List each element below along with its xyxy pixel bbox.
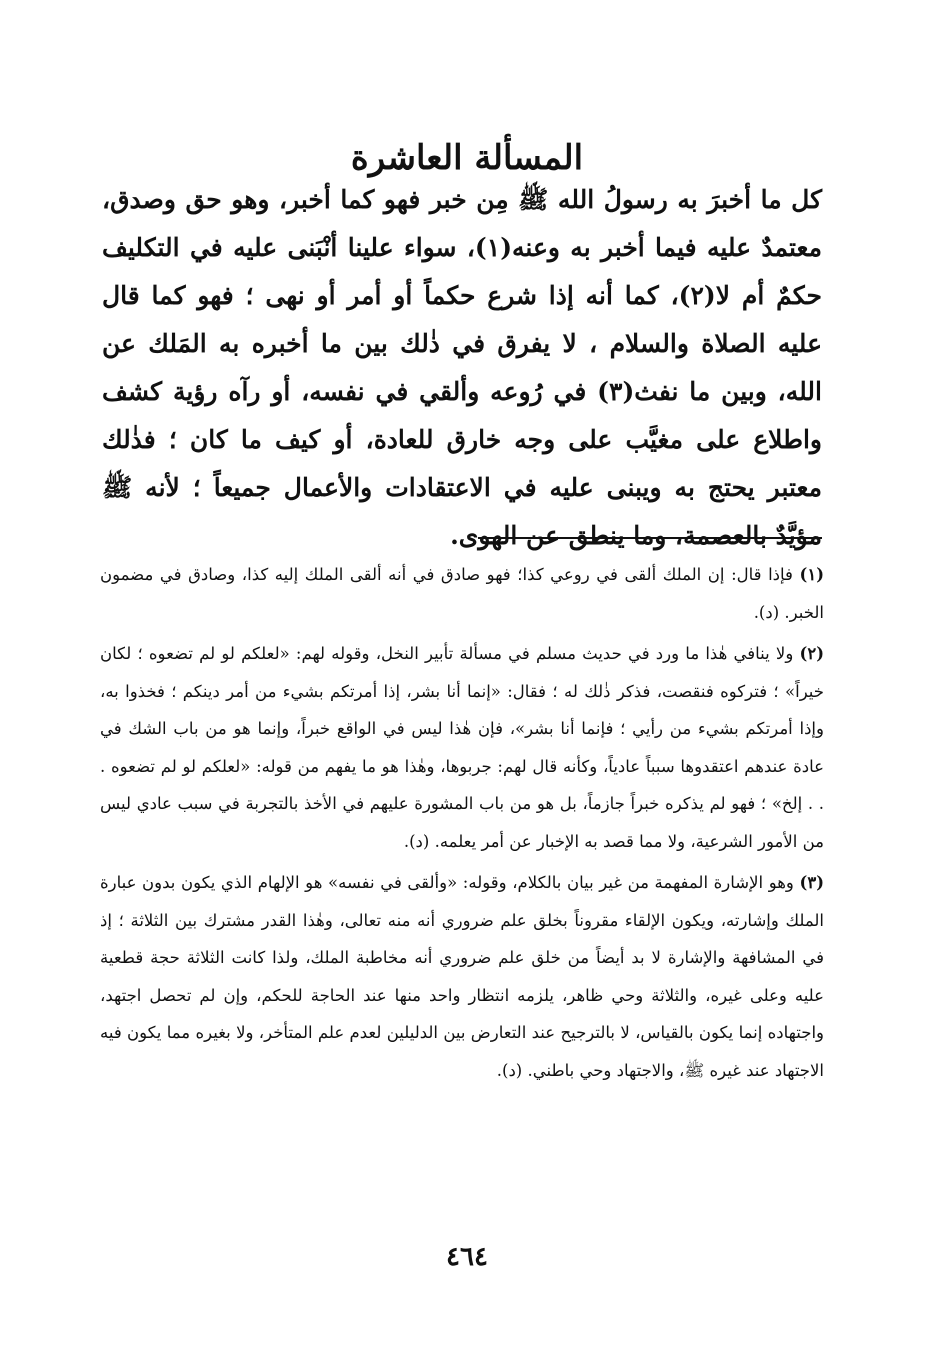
footnotes-section — [100, 556, 824, 1089]
footnote-2 — [100, 635, 824, 860]
footnote-1 — [100, 556, 824, 631]
footnote-text: فإذا قال: إن الملك ألقى في روعي كذا؛ فهو صادق في أنه ألقى الملك إليه كذا، وصادق في مضمون الخبر. (د). — [100, 565, 824, 622]
page-number: ٤٦٤ — [446, 1242, 488, 1272]
footnote-number: (٣) — [799, 873, 824, 892]
footnote-number: (١) — [799, 565, 824, 584]
main-paragraph: كل ما أخبرَ به رسولُ الله ﷺ مِن خبر فهو كما أخبر، وهو حق وصدق، معتمدٌ عليه فيما أخبر به وعنه(١)، سواء علينا أنْبَنى عليه في التكليف حكمٌ أم لا(٢)، كما أنه إذا شرع حكماً أو أمر أو نهى ؛ فهو كما قال عليه الصلاة والسلام ، لا يفرق في ذٰلك بين ما أخبره به المَلك عن الله، وبين ما نفث(٣) في رُوعه وألقي في نفسه، أو رآه رؤية كشف واطلاع على مغيَّب على وجه خارق للعادة، أو كيف ما كان ؛ فذٰلك معتبر يحتج به ويبنى عليه في الاعتقادات والأعمال جميعاً ؛ لأنه ﷺ مؤيَّدٌ بالعصمة، وما ينطق عن الهوى. — [102, 185, 823, 550]
footnote-separator — [478, 537, 822, 539]
footnote-number: (٢) — [799, 644, 824, 663]
footnote-text: ولا ينافي هٰذا ما ورد في حديث مسلم في مسألة تأبير النخل، وقوله لهم: «لعلكم لو لم تضعوه ؛ لكان خيراً» ؛ فتركوه فنقصت، فذكر ذٰلك له ؛ فقال: «إنما أنا بشر، إذا أمرتكم بشيء من أمر دينكم ؛ فخذوا به، وإذا أمرتكم بشيء من رأيي ؛ فإنما أنا بشر»، فإن هٰذا ليس في الواقع خبراً، وإنما هو من باب الشك في عادة عندهم اعتقدوها سبباً عادياً، وكأنه قال لهم: جربوها، وهٰذا هو ما يفهم من قوله: «لعلكم لو لم تضعوه . . . إلخ» ؛ فهو لم يذكره خبراً جازماً، بل هو من باب المشورة عليهم في الأخذ بالتجربة في سبب عادي ليس من الأمور الشرعية، ولا مما قصد به الإخبار عن أمر يعلمه. (د). — [100, 644, 824, 851]
footnote-3 — [100, 864, 824, 1089]
footnote-text: وهو الإشارة المفهمة من غير بيان بالكلام، وقوله: «وألقى في نفسه» هو الإلهام الذي يكون بدون عبارة الملك وإشارته، ويكون الإلقاء مقروناً بخلق علم ضروري أنه منه تعالى، وهٰذا القدر مشترك بين الثلاثة ؛ إذ في المشافهة والإشارة لا بد أيضاً من خلق علم ضروري أنه مخاطبة الملك، ولذا كانت الثلاثة حجة قطعية عليه وعلى غيره، والثلاثة وحي ظاهر، يلزمه انتظار واحد منها عند الحاجة للحكم، وإن لم تحصل اجتهد، واجتهاده إنما يكون بالقياس، لا بالترجيح عند التعارض بين الدليلين لعدم علم المتأخر، ولا بغيره مما يكون فيه الاجتهاد عند غيره ﷺ، والاجتهاد وحي باطني. (د). — [100, 873, 824, 1080]
chapter-title: المسألة العاشرة — [350, 137, 584, 178]
